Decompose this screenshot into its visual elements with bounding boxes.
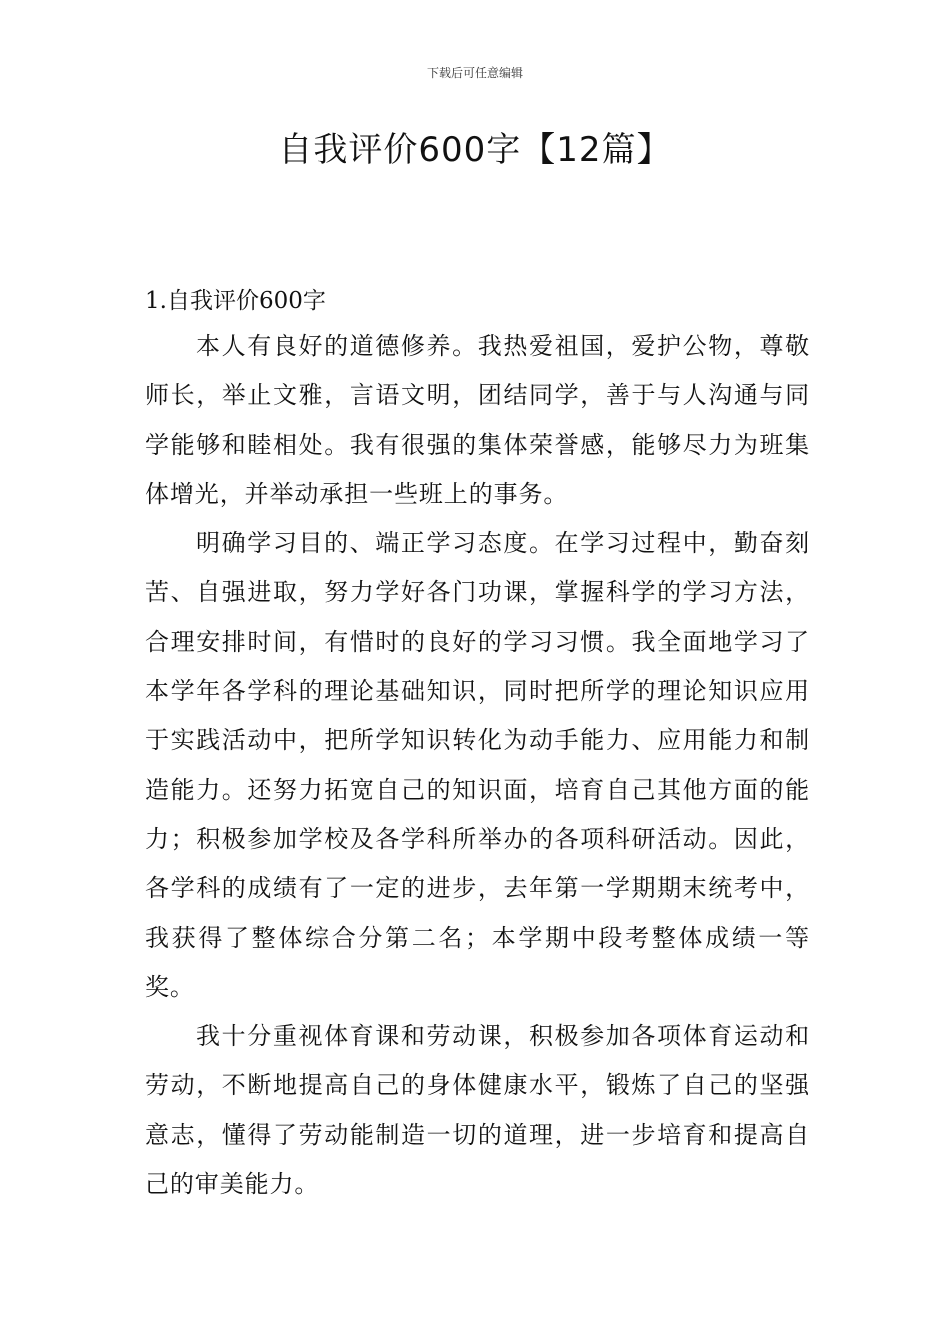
document-title: 自我评价600字【12篇】 xyxy=(278,130,672,170)
paragraph: 我十分重视体育课和劳动课，积极参加各项体育运动和劳动，不断地提高自己的身体健康水平，锻炼了自己的坚强意志，懂得了劳动能制造一切的道理，进一步培育和提高自己的审美能力。 xyxy=(145,1022,810,1199)
paragraph: 本人有良好的道德修养。我热爱祖国，爱护公物，尊敬师长，举止文雅，言语文明，团结同学，善于与人沟通与同学能够和睦相处。我有很强的集体荣誉感，能够尽力为班集体增光，并举动承担一些班上的事务。 xyxy=(145,332,810,508)
paragraph: 明确学习目的、端正学习态度。在学习过程中，勤奋刻苦、自强进取，努力学好各门功课，掌握科学的学习方法，合理安排时间，有惜时的良好的学习习惯。我全面地学习了本学年各学科的理论基础知识，同时把所学的理论知识应用于实践活动中，把所学知识转化为动手能力、应用能力和制造能力。还努力拓宽自己的知识面，培育自己其他方面的能力；积极参加学校及各学科所举办的各项科研活动。因此，各学科的成绩有了一定的进步，去年第一学期期末统考中，我获得了整体综合分第二名；本学期中段考整体成绩一等奖。 xyxy=(145,529,810,1001)
section-heading: 1.自我评价600字 xyxy=(145,288,326,314)
header-note: 下载后可任意编辑 xyxy=(426,66,523,80)
document-body xyxy=(145,280,810,1209)
